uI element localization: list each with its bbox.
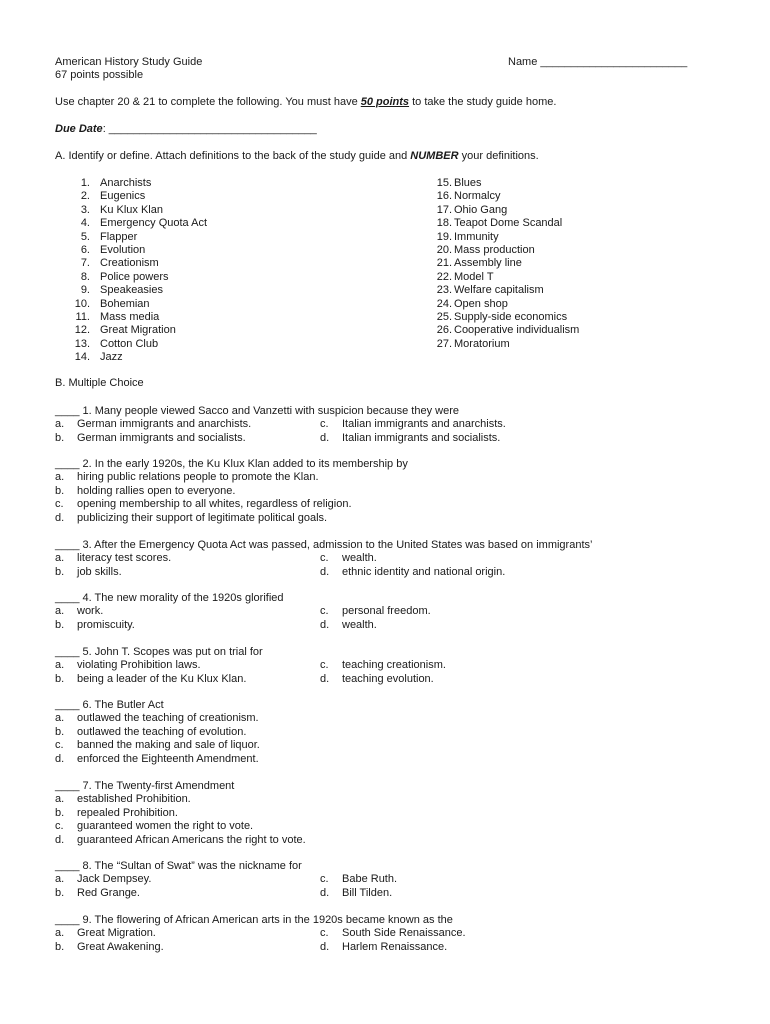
term-number: 17. bbox=[436, 203, 452, 216]
option-letter: c. bbox=[55, 739, 64, 752]
term-text: Jazz bbox=[100, 351, 123, 364]
option-text: opening membership to all whites, regardless of religion. bbox=[77, 498, 352, 511]
option-letter: c. bbox=[320, 605, 329, 618]
option-letter: b. bbox=[55, 725, 65, 738]
term-number: 5. bbox=[80, 230, 90, 243]
option-letter: a. bbox=[55, 873, 65, 886]
option-letter: d. bbox=[55, 511, 65, 524]
term-text: Open shop bbox=[454, 297, 508, 310]
term-text: Evolution bbox=[100, 243, 146, 256]
option-text: wealth. bbox=[342, 552, 377, 565]
option-text: Italian immigrants and anarchists. bbox=[342, 418, 506, 431]
term-text: Eugenics bbox=[100, 190, 146, 203]
term-number: 4. bbox=[80, 217, 90, 230]
term-number: 16. bbox=[436, 190, 452, 203]
term-number: 27. bbox=[436, 337, 452, 350]
option-text: Italian immigrants and socialists. bbox=[342, 431, 501, 444]
option-letter: c. bbox=[320, 927, 329, 940]
question-stem: ____ 8. The “Sultan of Swat” was the nickname for bbox=[55, 860, 302, 872]
option-letter: d. bbox=[320, 940, 330, 953]
option-text: banned the making and sale of liquor. bbox=[77, 739, 260, 752]
option-letter: b. bbox=[55, 886, 65, 899]
question-8 bbox=[55, 860, 398, 899]
section-a-heading bbox=[55, 150, 539, 163]
term-number: 25. bbox=[436, 310, 452, 323]
option-text: guaranteed African Americans the right to vote. bbox=[77, 833, 306, 846]
option-letter: a. bbox=[55, 659, 65, 672]
question-stem: ____ 1. Many people viewed Sacco and Vanzetti with suspicion because they were bbox=[55, 405, 459, 417]
name-field: Name ________________________ bbox=[508, 56, 688, 68]
term-text: Anarchists bbox=[100, 177, 152, 189]
term-number: 3. bbox=[80, 203, 90, 216]
term-text: Mass production bbox=[454, 243, 535, 256]
term-text: Supply-side economics bbox=[454, 310, 568, 323]
option-text: teaching evolution. bbox=[342, 672, 434, 685]
question-9 bbox=[55, 914, 466, 953]
option-text: teaching creationism. bbox=[342, 659, 446, 672]
option-letter: d. bbox=[320, 886, 330, 899]
term-text: Normalcy bbox=[454, 190, 501, 203]
option-letter: d. bbox=[320, 618, 330, 631]
option-text: personal freedom. bbox=[342, 605, 431, 618]
term-number: 9. bbox=[80, 284, 90, 297]
question-7 bbox=[55, 780, 306, 846]
term-text: Police powers bbox=[100, 270, 169, 283]
option-text: job skills. bbox=[77, 565, 122, 578]
option-text: Jack Dempsey. bbox=[77, 873, 152, 886]
option-text: Bill Tilden. bbox=[342, 886, 393, 899]
due-date-label: Due Date bbox=[55, 123, 103, 135]
term-text: Teapot Dome Scandal bbox=[454, 217, 563, 230]
term-number: 21. bbox=[436, 257, 452, 270]
option-letter: d. bbox=[320, 565, 330, 578]
term-number: 8. bbox=[80, 270, 90, 283]
question-stem: ____ 4. The new morality of the 1920s glorified bbox=[55, 592, 284, 604]
option-text: Harlem Renaissance. bbox=[342, 940, 448, 953]
term-text: Bohemian bbox=[100, 297, 150, 310]
section-a-text: A. Identify or define. Attach definitions to the back of the study guide and bbox=[55, 150, 411, 162]
question-1 bbox=[55, 405, 506, 444]
term-text: Ohio Gang bbox=[454, 203, 508, 216]
option-text: literacy test scores. bbox=[77, 552, 172, 565]
option-text: ethnic identity and national origin. bbox=[342, 565, 506, 578]
term-text: Immunity bbox=[454, 230, 499, 243]
option-letter: b. bbox=[55, 565, 65, 578]
term-number: 10. bbox=[74, 297, 90, 310]
term-number: 12. bbox=[74, 324, 90, 337]
instructions bbox=[55, 96, 556, 109]
term-number: 7. bbox=[80, 257, 90, 270]
term-number: 1. bbox=[80, 177, 90, 189]
question-5 bbox=[55, 646, 446, 685]
option-letter: a. bbox=[55, 605, 65, 618]
question-stem: ____ 2. In the early 1920s, the Ku Klux Klan added to its membership by bbox=[55, 458, 408, 470]
option-letter: c. bbox=[55, 820, 64, 833]
option-text: work. bbox=[77, 605, 104, 618]
option-text: Great Awakening. bbox=[77, 940, 164, 953]
term-number: 23. bbox=[436, 284, 452, 297]
points-possible: 67 points possible bbox=[55, 69, 144, 81]
term-text: Flapper bbox=[100, 230, 138, 243]
term-number: 24. bbox=[436, 297, 452, 310]
term-text: Model T bbox=[454, 270, 494, 283]
term-text: Welfare capitalism bbox=[454, 284, 544, 297]
question-stem: ____ 9. The flowering of African American arts in the 1920s became known as the bbox=[55, 914, 453, 926]
due-date bbox=[55, 123, 317, 136]
term-number: 22. bbox=[436, 270, 452, 283]
option-letter: a. bbox=[55, 712, 65, 725]
section-a-emphasis: NUMBER bbox=[410, 150, 459, 162]
question-6 bbox=[55, 699, 260, 765]
option-text: outlawed the teaching of evolution. bbox=[77, 725, 247, 738]
option-letter: c. bbox=[320, 873, 329, 886]
term-text: Great Migration bbox=[100, 324, 176, 337]
option-text: German immigrants and socialists. bbox=[77, 431, 246, 444]
term-number: 6. bbox=[80, 243, 90, 256]
option-letter: c. bbox=[320, 418, 329, 431]
question-2 bbox=[55, 458, 408, 524]
option-text: violating Prohibition laws. bbox=[77, 659, 201, 672]
question-3 bbox=[55, 539, 593, 578]
term-number: 26. bbox=[436, 324, 452, 337]
option-text: German immigrants and anarchists. bbox=[77, 418, 252, 431]
option-letter: c. bbox=[320, 552, 329, 565]
term-number: 2. bbox=[80, 190, 90, 203]
option-letter: b. bbox=[55, 672, 65, 685]
term-text: Ku Klux Klan bbox=[100, 203, 163, 216]
term-number: 13. bbox=[74, 337, 90, 350]
term-text: Speakeasies bbox=[100, 284, 163, 297]
option-letter: b. bbox=[55, 940, 65, 953]
instructions-points-emphasis: 50 points bbox=[360, 96, 410, 108]
document-title: American History Study Guide bbox=[55, 56, 203, 68]
option-letter: d. bbox=[55, 752, 65, 765]
option-letter: a. bbox=[55, 927, 65, 940]
term-number: 19. bbox=[436, 230, 452, 243]
option-text: publicizing their support of legitimate political goals. bbox=[77, 511, 328, 524]
question-stem: ____ 5. John T. Scopes was put on trial for bbox=[55, 646, 263, 658]
option-letter: d. bbox=[320, 672, 330, 685]
term-number: 14. bbox=[74, 351, 90, 364]
option-text: Great Migration. bbox=[77, 927, 156, 940]
option-letter: c. bbox=[320, 659, 329, 672]
term-text: Cotton Club bbox=[100, 337, 159, 350]
option-letter: a. bbox=[55, 793, 65, 806]
question-stem: ____ 3. After the Emergency Quota Act was passed, admission to the United States was based on immigrants’ bbox=[55, 539, 593, 551]
option-letter: b. bbox=[55, 484, 65, 497]
term-text: Creationism bbox=[100, 257, 159, 270]
term-text: Moratorium bbox=[454, 337, 510, 350]
option-text: repealed Prohibition. bbox=[77, 806, 178, 819]
option-text: established Prohibition. bbox=[77, 793, 191, 806]
question-4 bbox=[55, 592, 431, 631]
term-number: 20. bbox=[436, 243, 452, 256]
option-text: enforced the Eighteenth Amendment. bbox=[77, 752, 259, 765]
term-number: 18. bbox=[436, 217, 452, 230]
term-text: Emergency Quota Act bbox=[100, 217, 207, 230]
section-a-text-end: your definitions. bbox=[458, 150, 539, 162]
question-stem: ____ 7. The Twenty-first Amendment bbox=[55, 780, 235, 792]
section-b-heading: B. Multiple Choice bbox=[55, 377, 144, 389]
option-text: Red Grange. bbox=[77, 886, 140, 899]
option-text: guaranteed women the right to vote. bbox=[77, 820, 254, 833]
option-letter: a. bbox=[55, 418, 65, 431]
header-left bbox=[55, 56, 202, 82]
option-text: outlawed the teaching of creationism. bbox=[77, 712, 259, 725]
option-text: South Side Renaissance. bbox=[342, 927, 466, 940]
option-text: being a leader of the Ku Klux Klan. bbox=[77, 672, 247, 685]
option-text: hiring public relations people to promote the Klan. bbox=[77, 471, 319, 484]
term-text: Assembly line bbox=[454, 257, 522, 270]
option-letter: a. bbox=[55, 552, 65, 565]
option-letter: d. bbox=[320, 431, 330, 444]
option-text: holding rallies open to everyone. bbox=[77, 484, 236, 497]
instructions-text: Use chapter 20 & 21 to complete the following. You must have bbox=[55, 96, 361, 108]
question-stem: ____ 6. The Butler Act bbox=[55, 699, 164, 711]
option-letter: c. bbox=[55, 498, 64, 511]
option-letter: b. bbox=[55, 431, 65, 444]
option-letter: a. bbox=[55, 471, 65, 484]
option-text: promiscuity. bbox=[77, 618, 135, 631]
term-text: Blues bbox=[454, 177, 482, 189]
term-text: Mass media bbox=[100, 310, 160, 323]
option-letter: b. bbox=[55, 806, 65, 819]
option-text: wealth. bbox=[342, 618, 377, 631]
option-text: Babe Ruth. bbox=[342, 873, 398, 886]
option-letter: b. bbox=[55, 618, 65, 631]
option-letter: d. bbox=[55, 833, 65, 846]
term-number: 11. bbox=[75, 310, 90, 323]
instructions-text-end: to take the study guide home. bbox=[409, 96, 557, 108]
term-text: Cooperative individualism bbox=[454, 324, 580, 337]
term-number: 15. bbox=[436, 177, 452, 189]
due-date-line: : __________________________________ bbox=[102, 123, 317, 135]
